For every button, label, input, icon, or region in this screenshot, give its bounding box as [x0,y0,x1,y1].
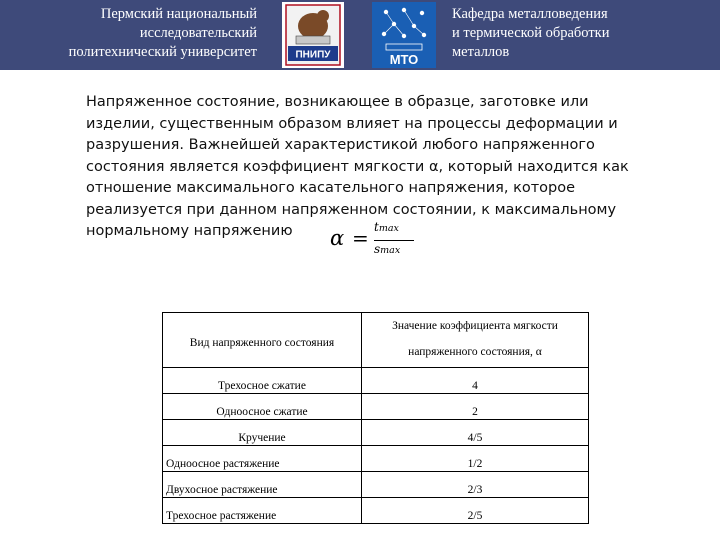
department-logo [372,2,436,68]
stress-state-cell: Кручение [163,420,362,446]
stress-state-cell: Одноосное растяжение [163,446,362,472]
header-bar [0,0,720,70]
header-line: Значение коэффициента мягкости [392,320,558,332]
softness-value-cell: 4 [362,368,589,394]
university-logo-text: ПНИПУ [295,49,331,61]
softness-value-cell: 2/5 [362,498,589,524]
stress-state-cell: Трехосное сжатие [163,368,362,394]
university-logo [282,2,344,68]
numerator-subscript: max [378,223,399,234]
paragraph-line: состояния является коэффициент мягкости α, который находится как [86,158,629,175]
paragraph-line: отношение максимального касательного напряжения, которое [86,180,576,196]
department-name-line: и термической обработки [452,25,610,41]
table-row [163,446,589,472]
softness-value-cell: 1/2 [362,446,589,472]
table-header-row [163,313,589,368]
department-name-line: Кафедра металловедения [452,6,608,22]
paragraph-line: нормальному напряжению [86,223,293,239]
softness-table [162,312,589,524]
formula-numerator [374,220,399,234]
table-row [163,472,589,498]
paragraph-line: Напряженное состояние, возникающее в образце, заготовке или [86,94,589,110]
department-name-line: металлов [452,44,510,60]
stress-state-cell: Трехосное растяжение [163,498,362,524]
stress-state-cell: Двухосное растяжение [163,472,362,498]
department-name [452,5,712,62]
table-row [163,368,589,394]
table-row [163,498,589,524]
header-line: напряженного состояния, α [408,346,542,358]
softness-value-cell: 2/3 [362,472,589,498]
university-name-line: исследовательский [139,25,257,41]
university-name [0,5,257,62]
stress-state-cell: Одноосное сжатие [163,394,362,420]
denominator-symbol: s [374,242,381,256]
table-row [163,420,589,446]
formula-denominator [374,242,400,256]
header-stress-state: Вид напряженного состояния [163,313,362,368]
header-softness-value [362,313,589,368]
paragraph-line: реализуется при данном напряженном состоянии, к максимальному [86,201,617,218]
formula-alpha: α [330,226,345,250]
department-logo-text: МТО [389,52,419,67]
paragraph-line: изделии, существенным образом влияет на процессы деформации и [86,115,618,132]
softness-formula [328,220,423,262]
table-row [163,394,589,420]
numerator-symbol: t [374,220,379,234]
paragraph-line: разрушения. Важнейшей характеристикой любого напряженного [86,137,595,153]
formula-equals: = [352,226,369,250]
softness-value-cell: 2 [362,394,589,420]
university-name-line: политехнический университет [68,44,257,60]
denominator-subscript: max [380,245,401,256]
softness-value-cell: 4/5 [362,420,589,446]
university-name-line: Пермский национальный [100,6,257,22]
fraction-bar [374,240,414,241]
